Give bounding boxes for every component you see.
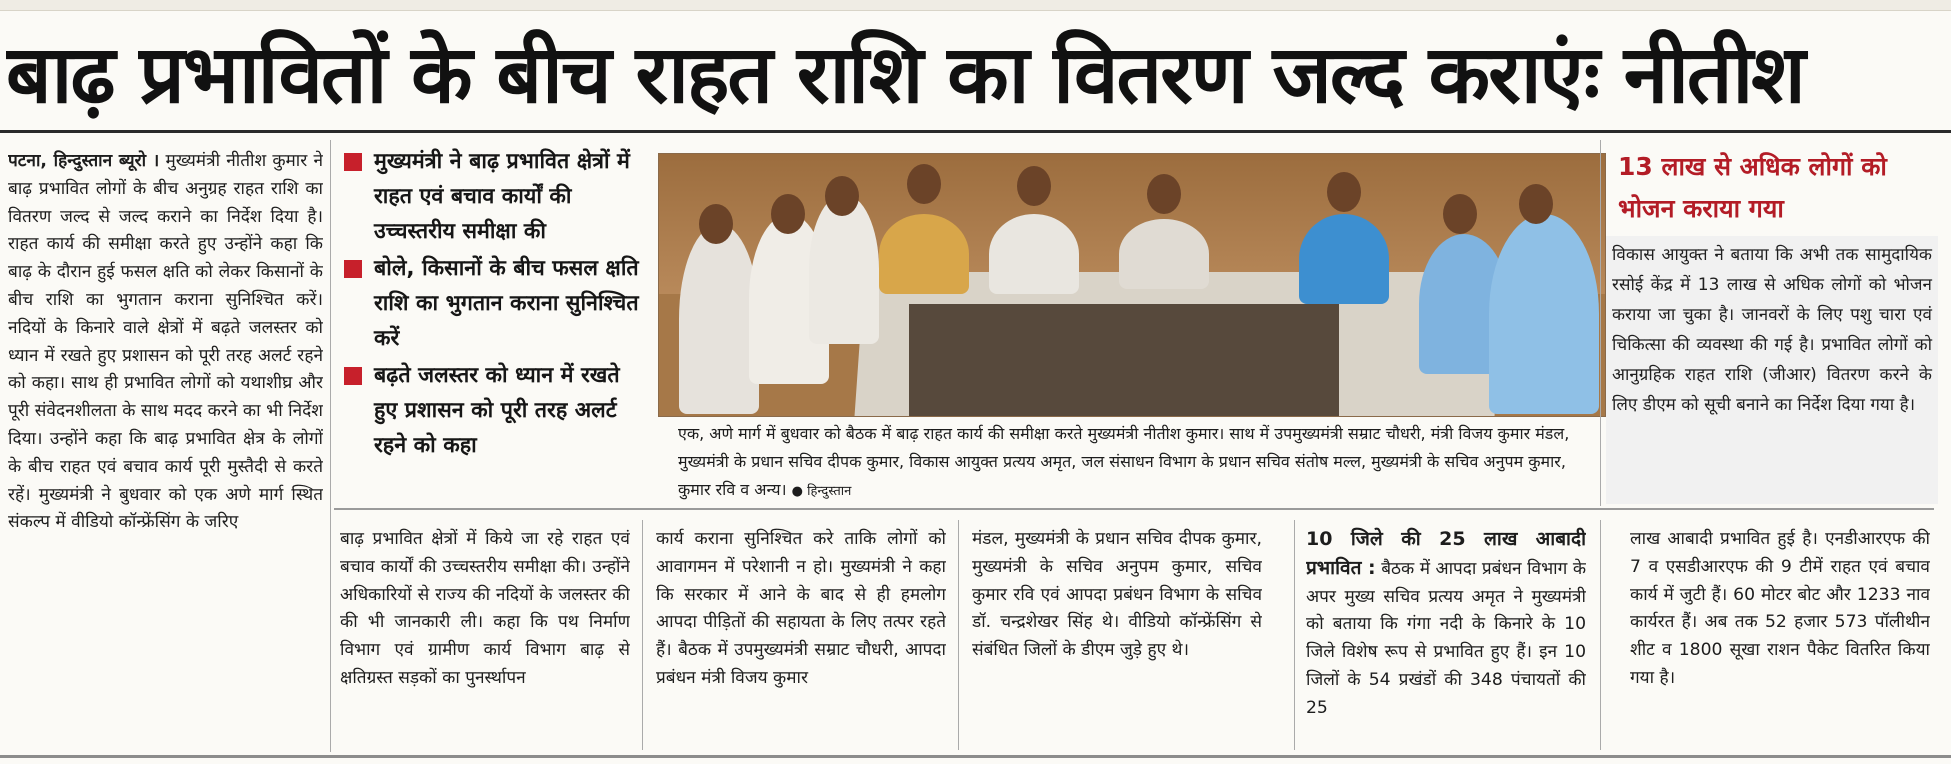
photo-person (1489, 214, 1599, 414)
photo-person (809, 194, 879, 344)
caption-text: एक, अणे मार्ग में बुधवार को बैठक में बाढ़ राहत कार्य की समीक्षा करते मुख्यमंत्री नीतीश कुमार। साथ में उपमुख्यमंत्री सम्राट चौधरी, मंत्री विजय कुमार मंडल, मुख्यमंत्री के प्रधान सचिव दीपक कुमार, विकास आयुक्त प्रत्यय अमृत, जल संसाधन विभाग के प्रधान सचिव संतोष मल्ल, मुख्यमंत्री के सचिव अनुपम कुमार, कुमार रवि व अन्य। (678, 424, 1570, 499)
article-column-2: बाढ़ प्रभावित क्षेत्रों में किये जा रहे राहत एवं बचाव कार्यों की उच्चस्तरीय समीक्षा की। उन्होंने अधिकारियों से राज्य की नदियों के जलस्तर की की भी जानकारी ली। कहा कि पथ निर्माण विभाग एवं ग्रामीण कार्य विभाग बाढ़ से क्षतिग्रस्त सड़कों का पुनर्स्थापन (340, 529, 630, 688)
photo-person (1299, 214, 1389, 304)
headline: बाढ़ प्रभावितों के बीच राहत राशि का वितरण जल्द कराएंः नीतीश (6, 28, 1804, 121)
article-column-6: लाख आबादी प्रभावित हुई है। एनडीआरएफ की 7 व एसडीआरएफ की 9 टीमें राहत एवं बचाव कार्य में जुटी हैं। 60 मोटर बोट और 1233 नाव कार्यरत हैं। अब तक 52 हजार 573 पॉलीथीन शीट व 1800 सूखा राशन पैकेट वितरित किया गया है। (1630, 529, 1930, 688)
photo-table-center (909, 304, 1339, 417)
photo-person (879, 214, 969, 294)
bottom-rule (0, 755, 1951, 758)
article-column-3: कार्य कराना सुनिश्चित करे ताकि लोगों को आवागमन में परेशानी न हो। मुख्यमंत्री ने कहा कि सरकार में आने के बाद से ही हमलोग आपदा पीड़ितों की सहायता के लिए तत्पर रहते हैं। बैठक में उपमुख्यमंत्री सम्राट चौधरी, आपदा प्रबंधन मंत्री विजय कुमार (656, 529, 946, 688)
photo-person (679, 224, 759, 414)
section-rule (334, 508, 1934, 510)
article-column-1 (8, 148, 323, 748)
article-column-4: मंडल, मुख्यमंत्री के प्रधान सचिव दीपक कुमार, मुख्यमंत्री के सचिव अनुपम कुमार, सचिव कुमार रवि एवं आपदा प्रबंधन विभाग के सचिव डॉ. चन्द्रशेखर सिंह थे। वीडियो कॉन्फ्रेंसिंग से संबंधित जिलों के डीएम जुड़े हुए थे। (972, 529, 1262, 661)
highlights-box (344, 144, 644, 504)
article-column-5 (1306, 526, 1586, 750)
column-divider (330, 140, 331, 752)
highlight-text: बढ़ते जलस्तर को ध्यान में रखते हुए प्रशासन को पूरी तरह अलर्ट रहने को कहा (374, 363, 620, 458)
column-divider (958, 520, 959, 750)
highlight-item (344, 144, 644, 249)
red-square-bullet-icon (344, 367, 362, 385)
photo-person-head (1147, 174, 1181, 214)
column-5-text: बैठक में आपदा प्रबंधन विभाग के अपर मुख्य सचिव प्रत्यय अमृत ने मुख्यमंत्री को बताया कि गंगा नदी के किनारे के 10 जिले विशेष रूप से प्रभावित हुए हैं। इन 10 जिलों के 54 प्रखंडों की 348 पंचायतों की 25 (1306, 558, 1586, 718)
photo-person-head (699, 204, 733, 244)
photo-person-head (1443, 194, 1477, 234)
column-1-text: मुख्यमंत्री नीतीश कुमार ने बाढ़ प्रभावित लोगों के बीच अनुग्रह राहत राशि का वितरण जल्द से जल्द कराने का निर्देश दिया है। राहत कार्य की समीक्षा करते हुए उन्होंने कहा कि बाढ़ के दौरान हुई फसल क्षति को लेकर किसानों के बीच राशि का भुगतान कराना सुनिश्चित करें। नदियों के किनारे वाले क्षेत्रों में बढ़ते जलस्तर को ध्यान में रखते हुए प्रशासन को पूरी तरह अलर्ट रहने को कहा। साथ ही प्रभावित लोगों को यथाशीघ्र और पूरी संवेदनशीलता के साथ मदद करने का भी निर्देश दिया। उन्होंने कहा कि बाढ़ प्रभावित क्षेत्र के लोगों के बीच राहत एवं बचाव कार्य पूरी मुस्तैदी से करते रहें। मुख्यमंत्री ने बुधवार को एक अणे मार्ग स्थित संकल्प में वीडियो कॉन्फ्रेंसिंग के जरिए (8, 151, 323, 533)
subheading: 10 जिले की 25 लाख आबादी प्रभावित : (1306, 528, 1586, 579)
photo-person (989, 214, 1079, 294)
photo-person-head (1017, 166, 1051, 206)
photo-person (1119, 219, 1209, 289)
highlight-text: बोले, किसानों के बीच फसल क्षति राशि का भुगतान कराना सुनिश्चित करें (374, 256, 639, 351)
red-square-bullet-icon (344, 153, 362, 171)
photo-caption (678, 420, 1598, 506)
column-divider (1600, 140, 1601, 506)
column-divider (642, 520, 643, 750)
sidebar-text: विकास आयुक्त ने बताया कि अभी तक सामुदायिक रसोई केंद्र में 13 लाख से अधिक लोगों को भोजन कराया जा चुका है। जानवरों के लिए पशु चारा एवं चिकित्सा की व्यवस्था की गई है। प्रभावित लोगों को आनुग्रहिक राहत राशि (जीआर) वितरण करने के लिए डीएम को सूची बनाने का निर्देश दिया गया है। (1606, 236, 1938, 504)
photo-person-head (771, 194, 805, 234)
photo-credit: ● हिन्दुस्तान (791, 484, 852, 499)
highlight-item (344, 251, 644, 356)
red-square-bullet-icon (344, 260, 362, 278)
page-top-strip (0, 0, 1951, 11)
highlight-item (344, 358, 644, 463)
sidebar-title: 13 लाख से अधिक लोगों को भोजन कराया गया (1618, 152, 1887, 223)
photo-person-head (1519, 184, 1553, 224)
column-divider (1600, 520, 1601, 750)
dateline: पटना, हिन्दुस्तान ब्यूरो । (8, 151, 160, 171)
photo-person-head (1327, 172, 1361, 212)
highlight-text: मुख्यमंत्री ने बाढ़ प्रभावित क्षेत्रों में राहत एवं बचाव कार्यों की उच्चस्तरीय समीक्षा की (374, 149, 630, 244)
photo-person-head (907, 164, 941, 204)
meeting-photo (658, 153, 1606, 417)
column-divider (1294, 520, 1295, 750)
headline-rule (0, 130, 1951, 133)
photo-person-head (825, 176, 859, 216)
